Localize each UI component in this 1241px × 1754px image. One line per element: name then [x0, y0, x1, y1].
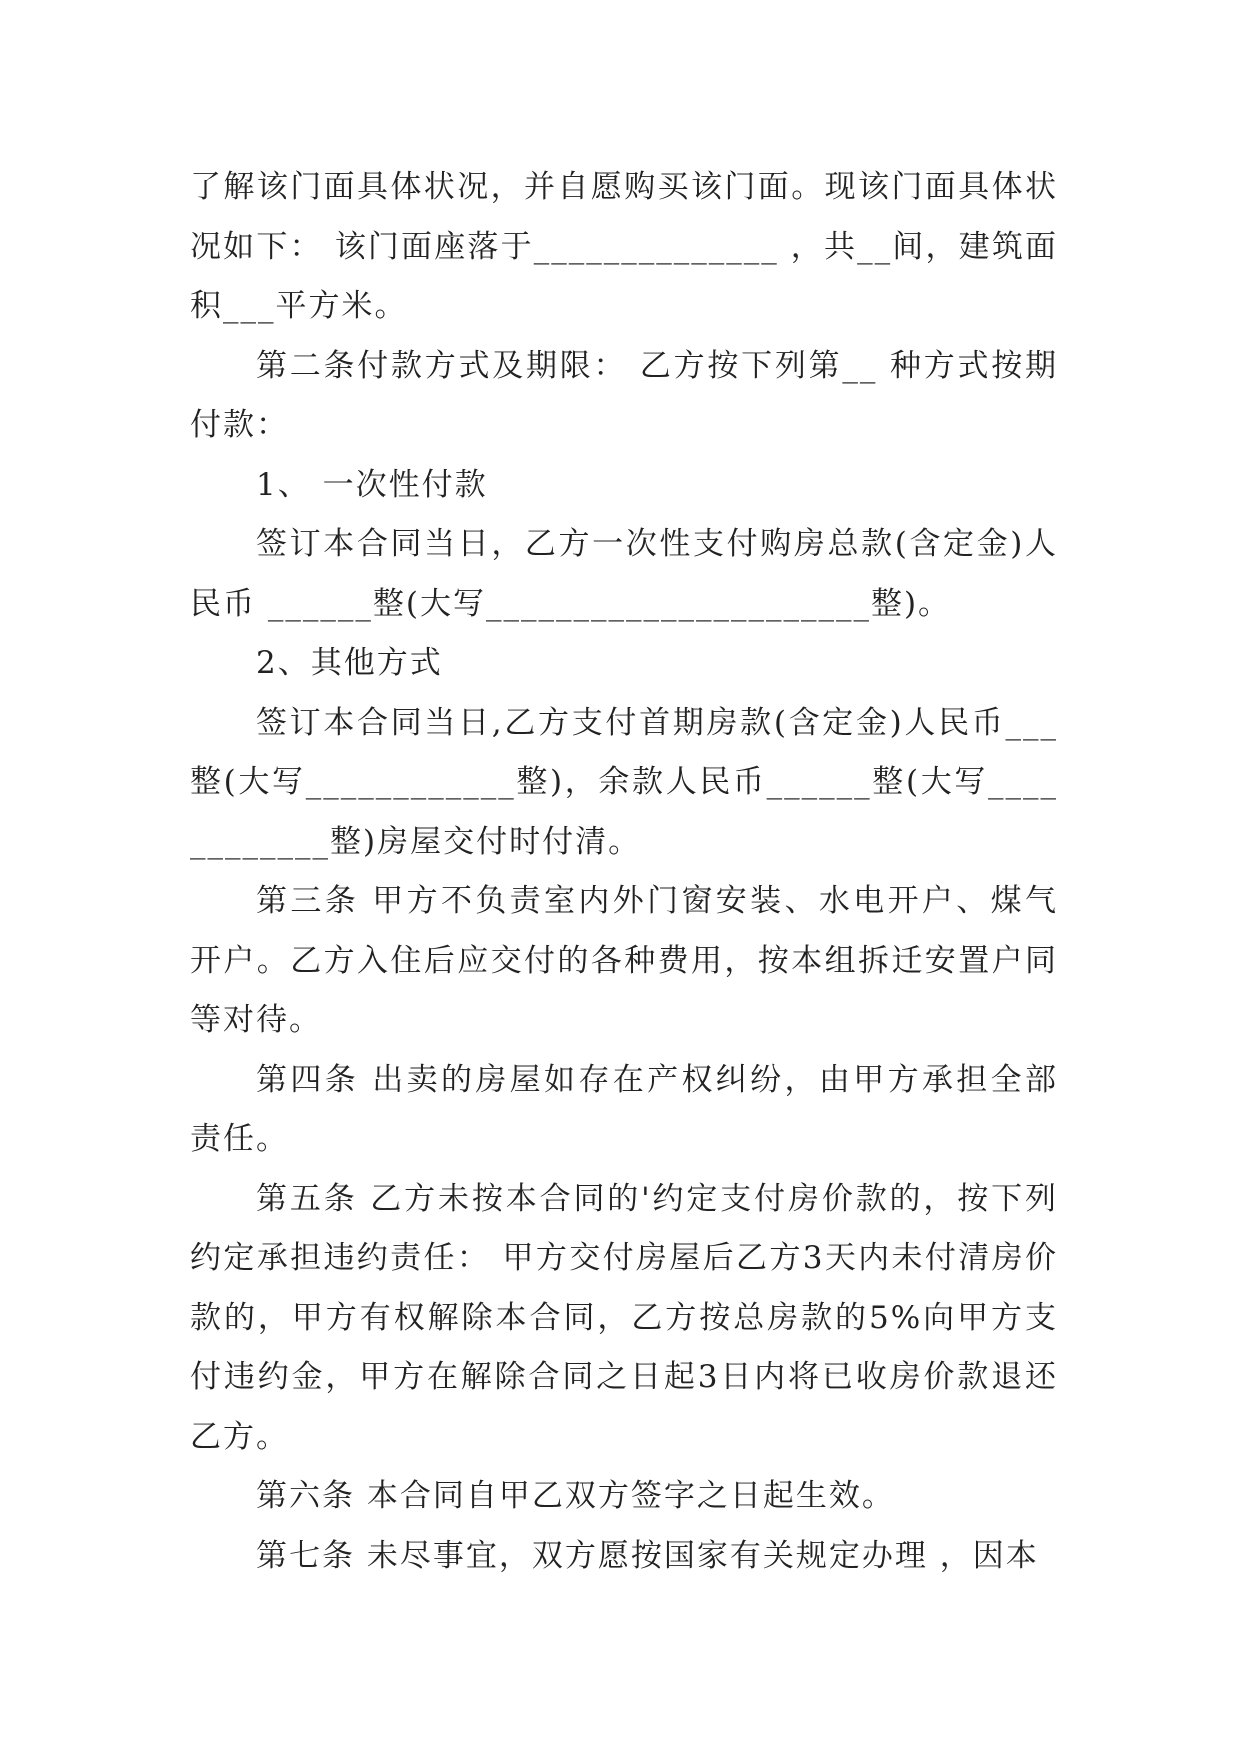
- paragraph-4: 签订本合同当日，乙方一次性支付购房总款(含定金)人民币 ______整(大写______________________整)。: [190, 526, 1058, 622]
- paragraph-11: 第七条 未尽事宜，双方愿按国家有关规定办理 ，因本: [256, 1537, 1039, 1574]
- paragraph-9: 第五条 乙方未按本合同的'约定支付房价款的，按下列约定承担违约责任： 甲方交付房屋后乙方3天内未付清房价款的，甲方有权解除本合同，乙方按总房款的5%向甲方支付违约金，甲方在解除合同之日起3日内将已收房价款退还乙方。: [190, 1180, 1058, 1455]
- paragraph-6: 签订本合同当日,乙方支付首期房款(含定金)人民币___整(大写____________整)，余款人民币______整(大写____________整)房屋交付时付清。: [190, 704, 1059, 860]
- paragraph-3: 1、 一次性付款: [256, 466, 488, 503]
- paragraph-2: 第二条付款方式及期限： 乙方按下列第__ 种方式按期付款：: [190, 347, 1058, 443]
- paragraph-7: 第三条 甲方不负责室内外门窗安装、水电开户、煤气开户。乙方入住后应交付的各种费用，按本组拆迁安置户同等对待。: [190, 883, 1058, 1038]
- document-body: [190, 158, 1058, 1586]
- paragraph-10: 第六条 本合同自甲乙双方签字之日起生效。: [256, 1478, 895, 1514]
- paragraph-5: 2、其他方式: [256, 645, 443, 681]
- paragraph-8: 第四条 出卖的房屋如存在产权纠纷，由甲方承担全部责任。: [190, 1061, 1058, 1157]
- paragraph-1: 了解该门面具体状况，并自愿购买该门面。现该门面具体状况如下： 该门面座落于______________ ，共__间，建筑面积___平方米。: [190, 169, 1058, 324]
